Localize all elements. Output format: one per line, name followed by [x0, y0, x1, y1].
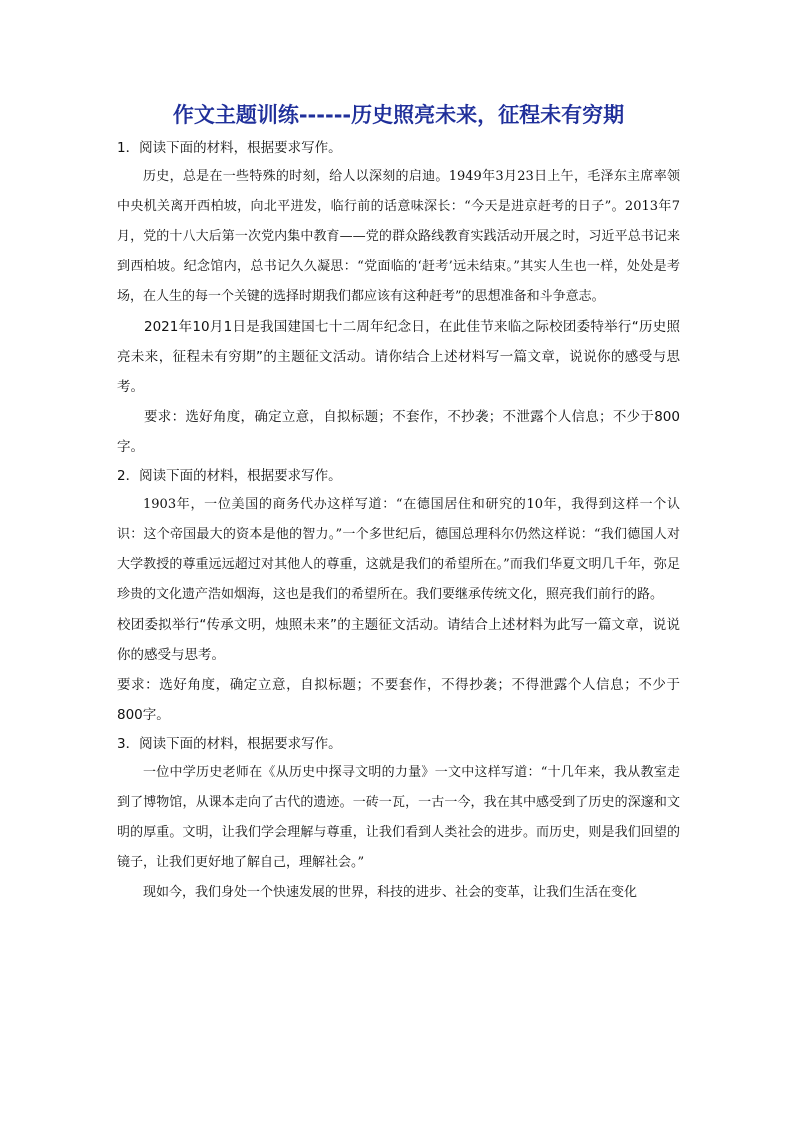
- question-requirement: 要求：选好角度，确定立意，自拟标题；不要套作，不得抄袭；不得泄露个人信息；不少于800字。: [117, 677, 680, 723]
- question-3: [117, 730, 680, 908]
- document-title: 作文主题训练------历史照亮未来，征程未有穷期: [172, 103, 625, 127]
- question-2: [117, 462, 680, 730]
- question-heading: 3．阅读下面的材料，根据要求写作。: [117, 736, 342, 752]
- question-heading: 1．阅读下面的材料，根据要求写作。: [117, 140, 342, 156]
- question-heading: 2．阅读下面的材料，根据要求写作。: [117, 468, 342, 484]
- question-1: [117, 134, 680, 462]
- question-requirement: 要求：选好角度，确定立意，自拟标题；不套作，不抄袭；不泄露个人信息；不少于800字。: [117, 409, 680, 455]
- question-material: 一位中学历史老师在《从历史中探寻文明的力量》一文中这样写道：“十几年来，我从教室走到了博物馆，从课本走向了古代的遗迹。一砖一瓦，一古一今，我在其中感受到了历史的深邃和文明的厚重。文明，让我们学会理解与尊重，让我们看到人类社会的进步。而历史，则是我们回望的镜子，让我们更好地了解自己，理解社会。”: [117, 765, 680, 870]
- question-material-continued: 现如今，我们身处一个快速发展的世界，科技的进步、社会的变革，让我们生活在变化: [143, 885, 638, 900]
- question-task: 校团委拟举行“传承文明，烛照未来”的主题征文活动。请结合上述材料为此写一篇文章，说说你的感受与思考。: [117, 617, 680, 663]
- question-task: 2021年10月1日是我国建国七十二周年纪念日，在此佳节来临之际校团委特举行“历史照亮未来，征程未有穷期”的主题征文活动。请你结合上述材料写一篇文章，说说你的感受与思考。: [117, 319, 680, 395]
- question-material: 历史，总是在一些特殊的时刻，给人以深刻的启迪。1949年3月23日上午，毛泽东主席率领中央机关离开西柏坡，向北平进发，临行前的话意味深长：“今天是进京赶考的日子”。2013年7月，党的十八大后第一次党内集中教育——党的群众路线教育实践活动开展之时，习近平总书记来到西柏坡。纪念馆内，总书记久久凝思：“党面临的‘赶考’远未结束。”其实人生也一样，处处是考场，在人生的每一个关键的选择时期我们都应该有这种赶考”的思想准备和斗争意志。: [117, 169, 680, 304]
- question-material: 1903年，一位美国的商务代办这样写道：“在德国居住和研究的10年，我得到这样一个认识：这个帝国最大的资本是他的智力。”一个多世纪后，德国总理科尔仍然这样说：“我们德国人对大学教授的尊重远远超过对其他人的尊重，这就是我们的希望所在。”而我们华夏文明几千年，弥足珍贵的文化遗产浩如烟海，这也是我们的希望所在。我们要继承传统文化，照亮我们前行的路。: [117, 497, 680, 602]
